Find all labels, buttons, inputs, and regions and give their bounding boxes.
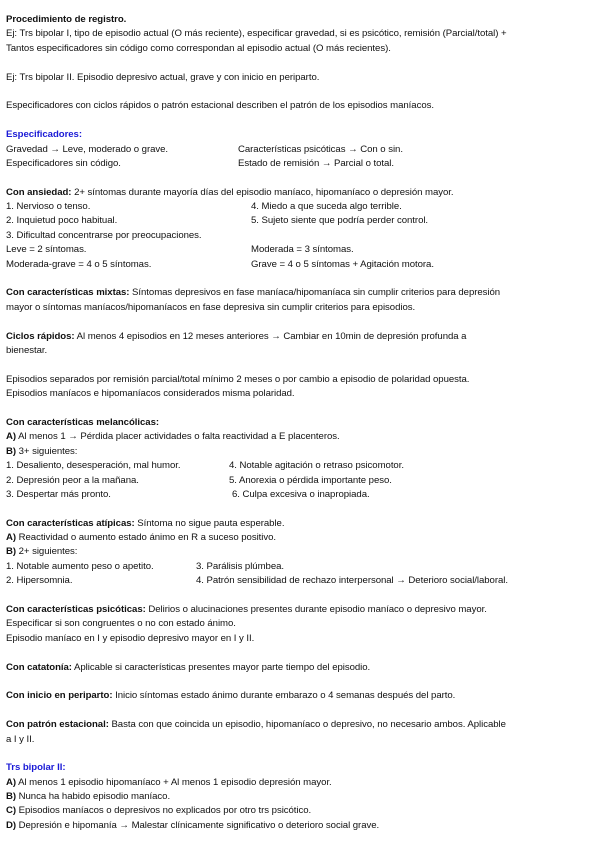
ansiedad-row-1 [6,200,594,214]
especificadores-row-2 [6,157,594,171]
procedimiento-heading: Procedimiento de registro. [6,14,127,25]
ansiedad-item-5: 5. Sujeto siente que podría perder control. [251,215,429,227]
ciclos-label: Ciclos rápidos: [6,330,75,342]
melancolicas-row-2 [6,474,594,488]
atipicas-item-4: 4. Patrón sensibilidad de rechazo interpersonal → Deterioro social/laboral. [196,575,508,587]
document-page [6,13,594,833]
melancolicas-row-3 [6,488,594,502]
ansiedad-row-2 [6,214,594,228]
catatonia-line: Con catatonía: Aplicable si características presentes mayor parte tiempo del episodio. [6,661,371,673]
bipolar2-criterion-c: C) Episodios maníacos o depresivos no explicados por otro trs psicótico. [6,805,312,817]
ansiedad-row-leve [6,243,594,257]
ciclos-line-1: Ciclos rápidos: Al menos 4 episodios en 12 meses anteriores → Cambiar en 10min de depresión profunda a [6,330,467,342]
bipolar2-criterion-a: A) Al menos 1 episodio hipomaníaco + Al menos 1 episodio depresión mayor. [6,776,332,788]
ciclos-paragraph-2: Episodios separados por remisión parcial/total mínimo 2 meses o por cambio a episodio de polaridad opuesta. [6,373,470,385]
melancolicas-row-1 [6,459,594,473]
mixtas-line-1: Con características mixtas: Síntomas depresivos en fase maníaca/hipomaníaca sin cumplir criterios para depresión [6,287,501,299]
mixtas-line-2: mayor o síntomas maníacos/hipomaníacos en fase depresiva sin cumplir criterios para episodios. [6,301,416,313]
atipicas-label: Con características atípicas: [6,517,135,529]
procedimiento-example-1b: Tantos especificadores sin código como correspondan al episodio actual (O más recientes). [6,42,391,54]
especificadores-row-1 [6,143,594,157]
ciclos-line-2: bienestar. [6,344,48,356]
especificador-gravedad: Gravedad → Leve, moderado o grave. [6,143,169,155]
estacional-line-1: Con patrón estacional: Basta con que coincida un episodio, hipomaníaco o depresivo, no necesario ambos. Aplicable [6,719,506,731]
psicoticas-line-3: Episodio maníaco en I y episodio depresivo mayor en I y II. [6,632,255,644]
atipicas-item-3: 3. Parálisis plúmbea. [196,560,285,572]
ansiedad-item-4: 4. Miedo a que suceda algo terrible. [251,201,402,213]
melancolicas-item-5: 5. Anorexia o pérdida importante peso. [229,474,392,486]
atipicas-item-2: 2. Hipersomnia. [6,575,73,587]
melancolicas-item-4: 4. Notable agitación o retraso psicomotor. [229,460,404,472]
psicoticas-line-2: Especificar si son congruentes o no con estado ánimo. [6,618,236,630]
ansiedad-moderada-grave: Moderada-grave = 4 o 5 síntomas. [6,258,152,270]
melancolicas-heading: Con características melancólicas: [6,416,159,428]
especificador-psicoticas: Características psicóticas → Con o sin. [238,143,403,155]
atipicas-intro: Con características atípicas: Síntoma no sigue pauta esperable. [6,517,285,529]
ciclos-paragraph-3: Episodios maníacos e hipomaníacos considerados misma polaridad. [6,388,295,400]
procedimiento-example-1: Ej: Trs bipolar I, tipo de episodio actual (O más reciente), especificar gravedad, si es psicótico, remisión (Parcial/total) + [6,28,507,40]
atipicas-criterion-b: B) 2+ siguientes: [6,546,78,558]
ansiedad-leve: Leve = 2 síntomas. [6,244,87,256]
melancolicas-item-3: 3. Despertar más pronto. [6,488,111,500]
psicoticas-intro: Con características psicóticas: Delirios o alucinaciones presentes durante episodio maníaco o depresivo mayor. [6,604,487,616]
procedimiento-example-2: Ej: Trs bipolar II. Episodio depresivo actual, grave y con inicio en periparto. [6,71,320,83]
atipicas-row-2 [6,574,594,588]
catatonia-label: Con catatonía: [6,661,72,673]
atipicas-row-1 [6,560,594,574]
ansiedad-item-1: 1. Nervioso o tenso. [6,201,91,213]
bipolar2-criterion-b: B) Nunca ha habido episodio maníaco. [6,791,171,803]
melancolicas-criterion-a: A) Al menos 1 → Pérdida placer actividades o falta reactividad a E placenteros. [6,431,340,443]
ansiedad-item-2: 2. Inquietud poco habitual. [6,215,118,227]
melancolicas-criterion-b: B) 3+ siguientes: [6,445,78,457]
especificador-sin-codigo: Especificadores sin código. [6,157,121,169]
estacional-label: Con patrón estacional: [6,719,109,731]
mixtas-label: Con características mixtas: [6,287,130,299]
melancolicas-item-2: 2. Depresión peor a la mañana. [6,474,139,486]
procedimiento-note: Especificadores con ciclos rápidos o patrón estacional describen el patrón de los episodios maníacos. [6,100,434,112]
bipolar2-heading: Trs bipolar II: [6,762,66,774]
ansiedad-item-3: 3. Dificultad concentrarse por preocupaciones. [6,229,202,241]
melancolicas-item-1: 1. Desaliento, desesperación, mal humor. [6,460,181,472]
especificador-remision: Estado de remisión → Parcial o total. [238,157,394,169]
ansiedad-label: Con ansiedad: [6,186,72,198]
melancolicas-item-6: 6. Culpa excesiva o inapropiada. [232,488,370,500]
ansiedad-moderada: Moderada = 3 síntomas. [251,244,354,256]
ansiedad-row-grave [6,258,594,272]
especificadores-heading: Especificadores: [6,129,82,141]
estacional-line-2: a I y II. [6,733,35,745]
atipicas-criterion-a: A) Reactividad o aumento estado ánimo en R a suceso positivo. [6,532,276,544]
bipolar2-criterion-d: D) Depresión e hipomanía → Malestar clínicamente significativo o deterioro social grave. [6,819,380,831]
periparto-line: Con inicio en periparto: Inicio síntomas estado ánimo durante embarazo o 4 semanas después del parto. [6,690,456,702]
ansiedad-intro: Con ansiedad: 2+ síntomas durante mayoría días del episodio maníaco, hipomaníaco o depresión mayor. [6,186,454,198]
ansiedad-grave: Grave = 4 o 5 síntomas + Agitación motora. [251,258,434,270]
periparto-label: Con inicio en periparto: [6,690,113,702]
psicoticas-label: Con características psicóticas: [6,604,146,616]
atipicas-item-1: 1. Notable aumento peso o apetito. [6,560,154,572]
